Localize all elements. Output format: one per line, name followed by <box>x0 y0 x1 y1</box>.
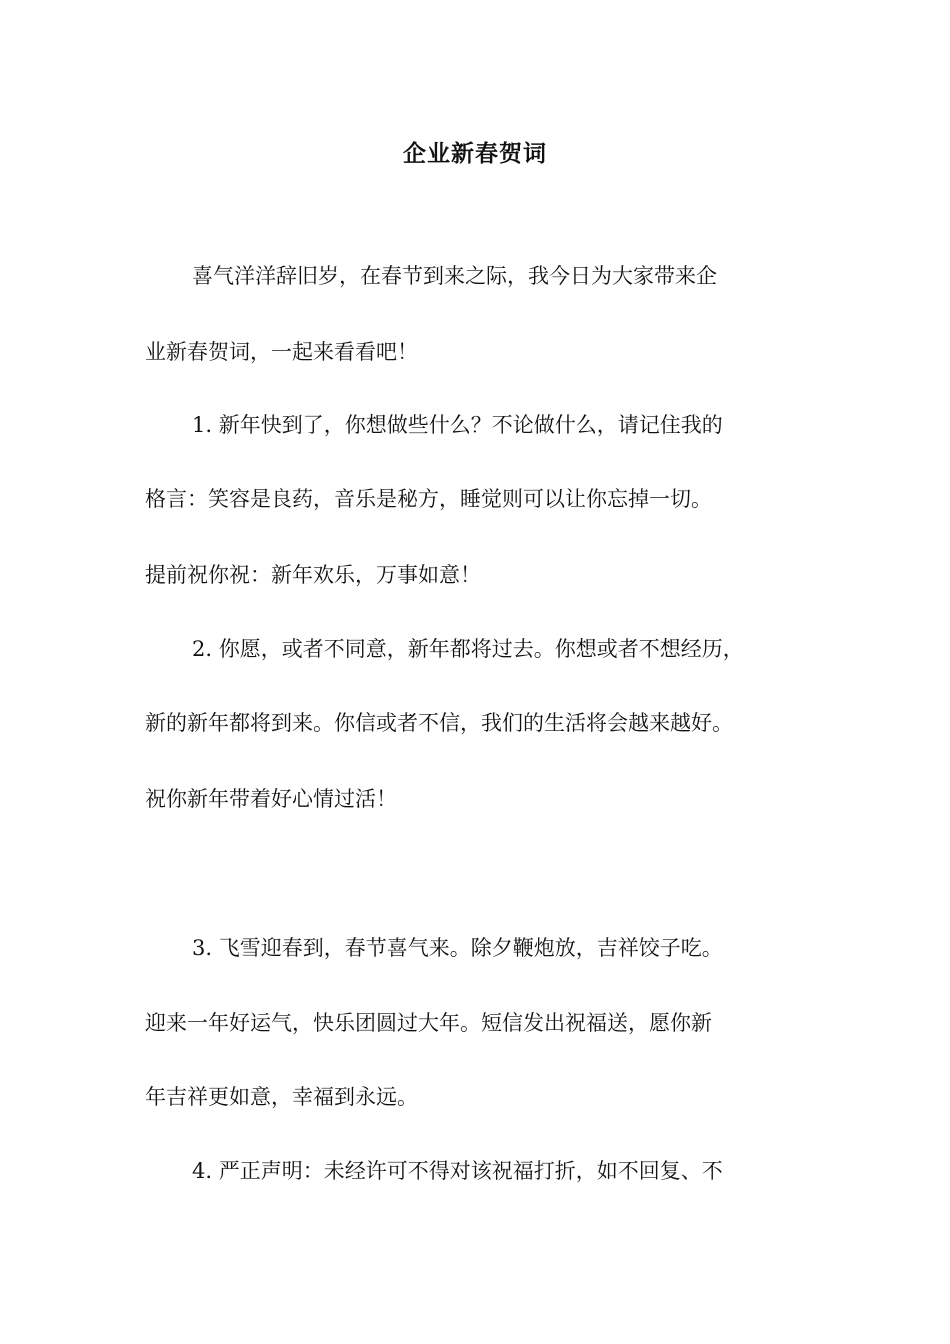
paragraph-line: 3. 飞雪迎春到，春节喜气来。除夕鞭炮放，吉祥饺子吃。 <box>192 936 723 960</box>
paragraph-line: 4. 严正声明：未经许可不得对该祝福打折，如不回复、不 <box>192 1159 723 1183</box>
paragraph-line: 年吉祥更如意，幸福到永远。 <box>145 1085 418 1109</box>
paragraph-line: 迎来一年好运气，快乐团圆过大年。短信发出祝福送，愿你新 <box>145 1011 712 1035</box>
document-title: 企业新春贺词 <box>403 140 547 167</box>
paragraph-line: 2. 你愿，或者不同意，新年都将过去。你想或者不想经历， <box>192 637 744 661</box>
paragraph-line: 新的新年都将到来。你信或者不信，我们的生活将会越来越好。 <box>145 711 733 735</box>
paragraph-line: 喜气洋洋辞旧岁，在春节到来之际，我今日为大家带来企 <box>192 264 717 288</box>
paragraph-line: 业新春贺词，一起来看看吧！ <box>145 340 418 364</box>
paragraph-line: 祝你新年带着好心情过活！ <box>145 787 397 811</box>
paragraph-line: 1. 新年快到了，你想做些什么？不论做什么，请记住我的 <box>192 413 723 437</box>
paragraph-line: 格言：笑容是良药，音乐是秘方，睡觉则可以让你忘掉一切。 <box>145 487 712 511</box>
paragraph-line: 提前祝你祝：新年欢乐，万事如意！ <box>145 563 481 587</box>
